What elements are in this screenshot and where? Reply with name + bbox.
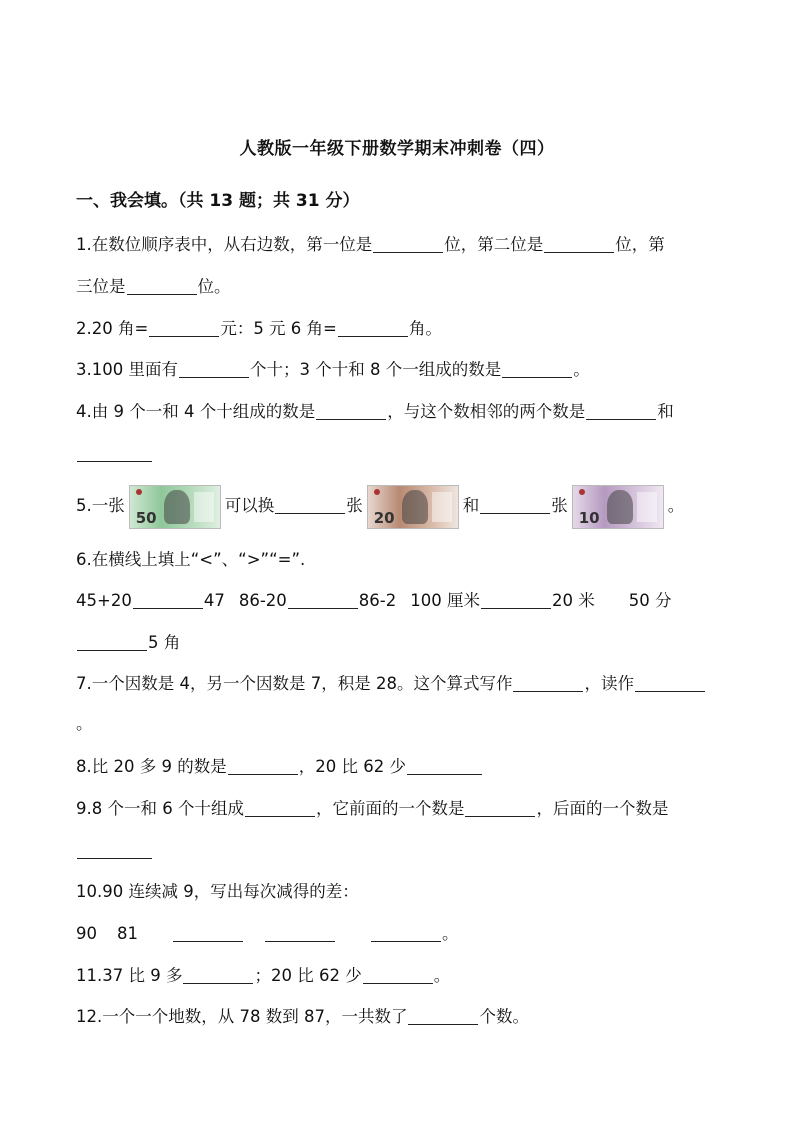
question-1-cont: 三位是 位。 <box>76 277 231 296</box>
answer-blank[interactable] <box>127 276 197 295</box>
question-2: 2.20 角= 元：5 元 6 角= 角。 <box>76 319 442 338</box>
answer-blank[interactable] <box>373 234 443 253</box>
answer-blank[interactable] <box>77 443 152 462</box>
section-heading: 一、我会填。（共 13 题；共 31 分） <box>76 191 360 211</box>
answer-blank[interactable] <box>228 756 298 775</box>
question-9-cont <box>76 839 720 863</box>
answer-blank[interactable] <box>513 673 583 692</box>
answer-blank[interactable] <box>371 923 441 942</box>
question-3: 3.100 里面有 个十；3 个十和 8 个一组成的数是 。 <box>76 360 590 379</box>
question-9: 9.8 个一和 6 个十组成 ，它前面的一个数是 ，后面的一个数是 <box>76 799 669 818</box>
question-6-items: 45+20 47 86-20 86-2 100 厘米 20 米 50 分 <box>76 591 672 610</box>
banknote-50-image: 50 <box>129 485 221 529</box>
answer-blank[interactable] <box>465 798 535 817</box>
answer-blank[interactable] <box>338 318 408 337</box>
question-11: 11.37 比 9 多 ；20 比 62 少 。 <box>76 966 451 985</box>
banknote-10-image: 10 <box>572 485 664 529</box>
question-5: 5.一张 50 可以换 张 20 和 张 10 。 <box>76 484 720 529</box>
question-6: 6.在横线上填上“<”、“>”“=”. <box>76 550 306 569</box>
answer-blank[interactable] <box>265 923 335 942</box>
answer-blank[interactable] <box>179 359 249 378</box>
answer-blank[interactable] <box>149 318 219 337</box>
question-10-cont: 90 81 。 <box>76 924 459 943</box>
question-6-cont: 5 角 <box>76 631 720 655</box>
answer-blank[interactable] <box>635 673 705 692</box>
answer-blank[interactable] <box>173 923 243 942</box>
question-4-cont <box>76 442 720 466</box>
question-12: 12.一个一个地数，从 78 数到 87，一共数了 个数。 <box>76 1007 529 1026</box>
answer-blank[interactable] <box>275 495 345 514</box>
answer-blank[interactable] <box>363 965 433 984</box>
question-7-cont: 。 <box>76 714 93 733</box>
answer-blank[interactable] <box>288 590 358 609</box>
question-4: 4.由 9 个一和 4 个十组成的数是 ，与这个数相邻的两个数是 和 <box>76 402 674 421</box>
answer-blank[interactable] <box>183 965 253 984</box>
answer-blank[interactable] <box>77 632 147 651</box>
answer-blank[interactable] <box>480 495 550 514</box>
answer-blank[interactable] <box>407 756 482 775</box>
answer-blank[interactable] <box>481 590 551 609</box>
answer-blank[interactable] <box>133 590 203 609</box>
question-8: 8.比 20 多 9 的数是 ，20 比 62 少 <box>76 755 720 779</box>
question-10: 10.90 连续减 9，写出每次减得的差： <box>76 882 359 901</box>
banknote-20-image: 20 <box>367 485 459 529</box>
answer-blank[interactable] <box>245 798 315 817</box>
answer-blank[interactable] <box>316 401 386 420</box>
answer-blank[interactable] <box>586 401 656 420</box>
answer-blank[interactable] <box>408 1006 478 1025</box>
page-title: 人教版一年级下册数学期末冲刺卷（四） <box>239 139 555 159</box>
answer-blank[interactable] <box>77 840 152 859</box>
answer-blank[interactable] <box>544 234 614 253</box>
question-1: 1.在数位顺序表中，从右边数，第一位是 位，第二位是 位，第 <box>76 235 665 254</box>
question-7: 7.一个因数是 4，另一个因数是 7，积是 28。这个算式写作 ，读作 <box>76 672 720 696</box>
answer-blank[interactable] <box>502 359 572 378</box>
